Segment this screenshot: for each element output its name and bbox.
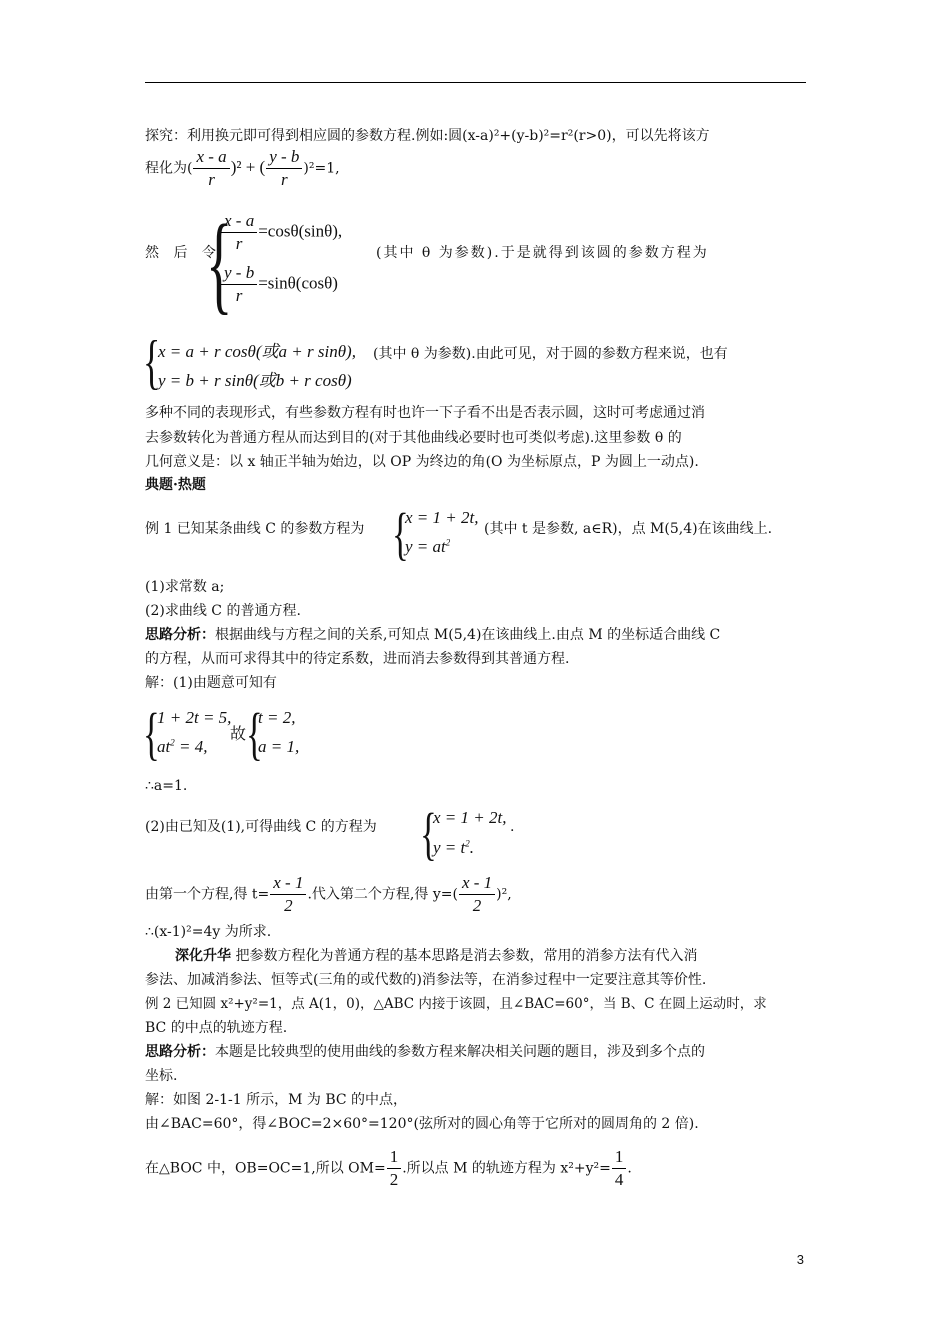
part2-end: . xyxy=(510,819,515,835)
intro-line-7: 几何意义是：以 x 轴正半轴为始边，以 OP 为终边的角(O 为坐标原点，P 为圆上一动点). xyxy=(145,454,699,470)
sys2-text: (其中 θ 为参数).由此可见，对于圆的参数方程来说，也有 xyxy=(373,346,728,362)
brace-sysa: { xyxy=(143,701,160,766)
ex2-solution-2: 由∠BAC=60°，得∠BOC=2×60°=120°(弦所对的圆心角等于它所对的圆周角的 2 倍). xyxy=(145,1116,699,1132)
ex2-analysis-2: 坐标. xyxy=(145,1068,178,1084)
brace-part2: { xyxy=(420,801,437,866)
ex1-sys-line-2: $y = at^2$ xyxy=(405,537,451,556)
intro-line-1: 探究：利用换元即可得到相应圆的参数方程.例如:圆(x-a)²+(y-b)²=r²(r>0)，可以先将该方 xyxy=(145,128,710,144)
sys2-line-2: y = b + r sinθ(或b + r cosθ) xyxy=(158,371,352,390)
deep-line-1: 深化升华 把参数方程化为普通方程的基本思路是消去参数，常用的消参方法有代入消 xyxy=(175,948,698,964)
then-text: (其中 θ 为参数).于是就得到该圆的参数方程为 xyxy=(376,245,709,261)
intro-line-5: 多种不同的表现形式，有些参数方程有时也许一下子看不出是否表示圆，这时可考虑通过消 xyxy=(145,405,705,421)
sysb-line-2: a = 1, xyxy=(258,737,300,756)
ex2-analysis-1: 思路分析：本题是比较典型的使用曲线的参数方程来解决相关问题的题目，涉及到多个点的 xyxy=(145,1044,705,1060)
ex2-solution-1: 解：如图 2-1-1 所示，M 为 BC 的中点， xyxy=(145,1092,408,1108)
part2-line-2: $y = t^2$. xyxy=(433,838,474,857)
then-label: 然 后 令 xyxy=(145,245,221,261)
deep-line-2: 参法、加减消参法、恒等式(三角的或代数的)消参法等，在消参过程中一定要注意其等价性. xyxy=(145,972,707,988)
ex1-analysis-2: 的方程，从而可求得其中的待定系数，进而消去参数得到其普通方程. xyxy=(145,651,570,667)
ex1-final: ∴(x-1)²=4y 为所求. xyxy=(145,924,272,940)
ex1-analysis-1: 思路分析：根据曲线与方程之间的关系,可知点 M(5,4)在该曲线上.由点 M 的坐标适合曲线 C xyxy=(145,627,721,643)
sys2-line-1: x = a + r cosθ(或a + r sinθ), xyxy=(158,342,356,361)
ex2-statement-2: BC 的中点的轨迹方程. xyxy=(145,1020,288,1036)
header-rule xyxy=(145,82,806,83)
brace-sys1: { xyxy=(206,202,233,324)
section-title: 典题·热题 xyxy=(145,477,206,493)
sys1-line-1: $\frac{x - a}{r}$ =cosθ(sinθ), xyxy=(220,210,342,255)
brace-sys2: { xyxy=(143,329,161,395)
part2-line-1: x = 1 + 2t, xyxy=(433,808,507,827)
ex1-a-result: ∴a=1. xyxy=(145,778,188,794)
sys1-line-2: $\frac{y - b}{r}$ =sinθ(cosθ) xyxy=(220,262,338,307)
ex1-statement-pre: 例 1 已知某条曲线 C 的参数方程为 xyxy=(145,521,365,537)
intro-line-6: 去参数转化为普通方程从而达到目的(对于其他曲线必要时也可类似考虑).这里参数 θ 的 xyxy=(145,430,682,446)
ex1-substitution: 由第一个方程,得 t= $\frac{x - 1}{2}$ .代入第二个方程,得 y=( $\frac{x - 1}{2}$ )², xyxy=(145,873,512,915)
ex1-statement-post: (其中 t 是参数, a∈R)，点 M(5,4)在该曲线上. xyxy=(484,521,773,537)
sysa-line-2: $at^2 = 4$, xyxy=(157,737,208,756)
sysb-line-1: t = 2, xyxy=(258,708,296,727)
ex2-solution-3: 在△BOC 中，OB=OC=1,所以 OM= $\frac{1}{2}$ .所以点 M 的轨迹方程为 x²+y²= $\frac{1}{4}$ . xyxy=(145,1147,632,1189)
ex1-part2-pre: (2)由已知及(1),可得曲线 C 的方程为 xyxy=(145,819,377,835)
ex2-statement-1: 例 2 已知圆 x²+y²=1，点 A(1，0)，△ABC 内接于该圆，且∠BAC=60°，当 B、C 在圆上运动时，求 xyxy=(145,996,767,1012)
brace-sysb: { xyxy=(246,701,263,766)
ex1-q2: (2)求曲线 C 的普通方程. xyxy=(145,603,301,619)
page-number: 3 xyxy=(796,1252,804,1267)
ex1-gu: 故 xyxy=(230,724,247,743)
ex1-sys-line-1: x = 1 + 2t, xyxy=(405,508,479,527)
ex1-solution-1: 解：(1)由题意可知有 xyxy=(145,675,277,691)
intro-line-2: 程化为( $\frac{x - a}{r}$ )² + ( $\frac{y - b}{r}$ )²=1, xyxy=(145,147,340,189)
brace-ex1: { xyxy=(392,501,409,566)
ex1-q1: (1)求常数 a; xyxy=(145,579,225,595)
sysa-line-1: 1 + 2t = 5, xyxy=(157,708,232,727)
